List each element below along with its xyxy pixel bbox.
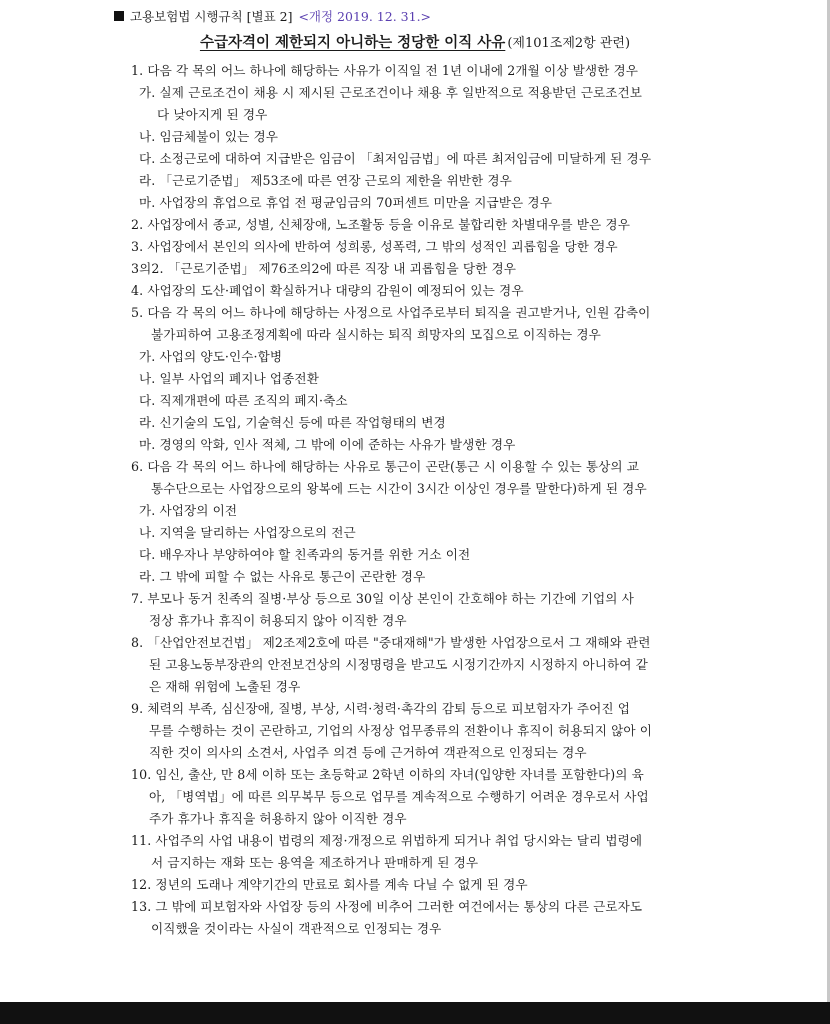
list-item: 라. 「근로기준법」 제53조에 따른 연장 근로의 제한을 위반한 경우 <box>139 173 512 188</box>
list-item: 9. 체력의 부족, 심신장애, 질병, 부상, 시력·청력·촉각의 감퇴 등으로 피보험자가 주어진 업 <box>131 701 630 716</box>
list-item: 라. 그 밖에 피할 수 없는 사유로 통근이 곤란한 경우 <box>139 569 426 584</box>
list-item: 무를 수행하는 것이 곤란하고, 기업의 사정상 업무종류의 전환이나 휴직이 허용되지 않아 이 <box>149 723 653 738</box>
list-item: 3. 사업장에서 본인의 의사에 반하여 성희롱, 성폭력, 그 밖의 성적인 괴롭힘을 당한 경우 <box>131 239 618 254</box>
list-item: 다. 소정근로에 대하여 지급받은 임금이 「최저임금법」에 따른 최저임금에 미달하게 된 경우 <box>139 151 652 166</box>
list-item: 라. 신기술의 도입, 기술혁신 등에 따른 작업형태의 변경 <box>139 415 446 430</box>
list-item: 마. 경영의 악화, 인사 적체, 그 밖에 이에 준하는 사유가 발생한 경우 <box>139 437 516 452</box>
list-item: 나. 임금체불이 있는 경우 <box>139 129 279 144</box>
list-item: 나. 지역을 달리하는 사업장으로의 전근 <box>139 525 356 540</box>
list-item: 3의2. 「근로기준법」 제76조의2에 따른 직장 내 괴롭힘을 당한 경우 <box>131 261 516 276</box>
list-item: 10. 임신, 출산, 만 8세 이하 또는 초등학교 2학년 이하의 자녀(입양한 자녀를 포함한다)의 육 <box>131 767 644 782</box>
page-title: 수급자격이 제한되지 아니하는 정당한 이직 사유 <box>199 35 506 51</box>
list-item: 1. 다음 각 목의 어느 하나에 해당하는 사유가 이직일 전 1년 이내에 2개월 이상 발생한 경우 <box>131 63 639 78</box>
amendment-note: <개정 2019. 12. 31.> <box>298 9 432 24</box>
list-item: 서 금지하는 재화 또는 용역을 제조하거나 판매하게 된 경우 <box>151 855 479 870</box>
list-item: 불가피하여 고용조정계획에 따라 실시하는 퇴직 희망자의 모집으로 이직하는 경우 <box>151 327 601 342</box>
list-item: 주가 휴가나 휴직을 허용하지 않아 이직한 경우 <box>149 811 407 826</box>
list-item: 12. 정년의 도래나 계약기간의 만료로 회사를 계속 다닐 수 없게 된 경우 <box>131 877 528 892</box>
list-item: 이직했을 것이라는 사실이 객관적으로 인정되는 경우 <box>151 921 442 936</box>
list-item: 직한 것이 의사의 소견서, 사업주 의견 등에 근거하여 객관적으로 인정되는 경우 <box>149 745 587 760</box>
list-item: 13. 그 밖에 피보험자와 사업장 등의 사정에 비추어 그러한 여건에서는 통상의 다른 근로자도 <box>131 899 643 914</box>
list-item: 7. 부모나 동거 친족의 질병·부상 등으로 30일 이상 본인이 간호해야 하는 기간에 기업의 사 <box>131 591 634 606</box>
bottom-bar <box>0 1002 830 1024</box>
title-reference: (제101조제2항 관련) <box>507 36 631 51</box>
list-item: 된 고용노동부장관의 안전보건상의 시정명령을 받고도 시정기간까지 시정하지 아니하여 같 <box>149 657 648 672</box>
list-item: 가. 사업의 양도·인수·합병 <box>139 349 283 364</box>
list-item: 통수단으로는 사업장으로의 왕복에 드는 시간이 3시간 이상인 경우를 말한다)하게 된 경우 <box>151 481 647 496</box>
list-item: 마. 사업장의 휴업으로 휴업 전 평균임금의 70퍼센트 미만을 지급받은 경우 <box>139 195 552 210</box>
square-bullet-icon <box>114 11 124 21</box>
reasons-list <box>131 60 741 940</box>
list-item: 다 낮아지게 된 경우 <box>157 107 268 122</box>
header-label: 고용보험법 시행규칙 [별표 2] <box>130 9 293 24</box>
list-item: 5. 다음 각 목의 어느 하나에 해당하는 사정으로 사업주로부터 퇴직을 권고받거나, 인원 감축이 <box>131 305 651 320</box>
list-item: 가. 실제 근로조건이 채용 시 제시된 근로조건이나 채용 후 일반적으로 적용받던 근로조건보 <box>139 85 643 100</box>
list-item: 2. 사업장에서 종교, 성별, 신체장애, 노조활동 등을 이유로 불합리한 차별대우를 받은 경우 <box>131 217 630 232</box>
list-item: 정상 휴가나 휴직이 허용되지 않아 이직한 경우 <box>149 613 407 628</box>
list-item: 은 재해 위험에 노출된 경우 <box>149 679 301 694</box>
list-item: 11. 사업주의 사업 내용이 법령의 제정·개정으로 위법하게 되거나 취업 당시와는 달리 법령에 <box>131 833 643 848</box>
document-title <box>0 31 830 53</box>
document-header <box>114 6 431 26</box>
list-item: 다. 배우자나 부양하여야 할 친족과의 동거를 위한 거소 이전 <box>139 547 471 562</box>
list-item: 4. 사업장의 도산·폐업이 확실하거나 대량의 감원이 예정되어 있는 경우 <box>131 283 524 298</box>
list-item: 나. 일부 사업의 폐지나 업종전환 <box>139 371 319 386</box>
list-item: 8. 「산업안전보건법」 제2조제2호에 따른 "중대재해"가 발생한 사업장으로서 그 재해와 관련 <box>131 635 651 650</box>
list-item: 6. 다음 각 목의 어느 하나에 해당하는 사유로 통근이 곤란(통근 시 이용할 수 있는 통상의 교 <box>131 459 640 474</box>
list-item: 다. 직제개편에 따른 조직의 폐지·축소 <box>139 393 348 408</box>
list-item: 가. 사업장의 이전 <box>139 503 238 518</box>
list-item: 아, 「병역법」에 따른 의무복무 등으로 업무를 계속적으로 수행하기 어려운 경우로서 사업 <box>149 789 649 804</box>
